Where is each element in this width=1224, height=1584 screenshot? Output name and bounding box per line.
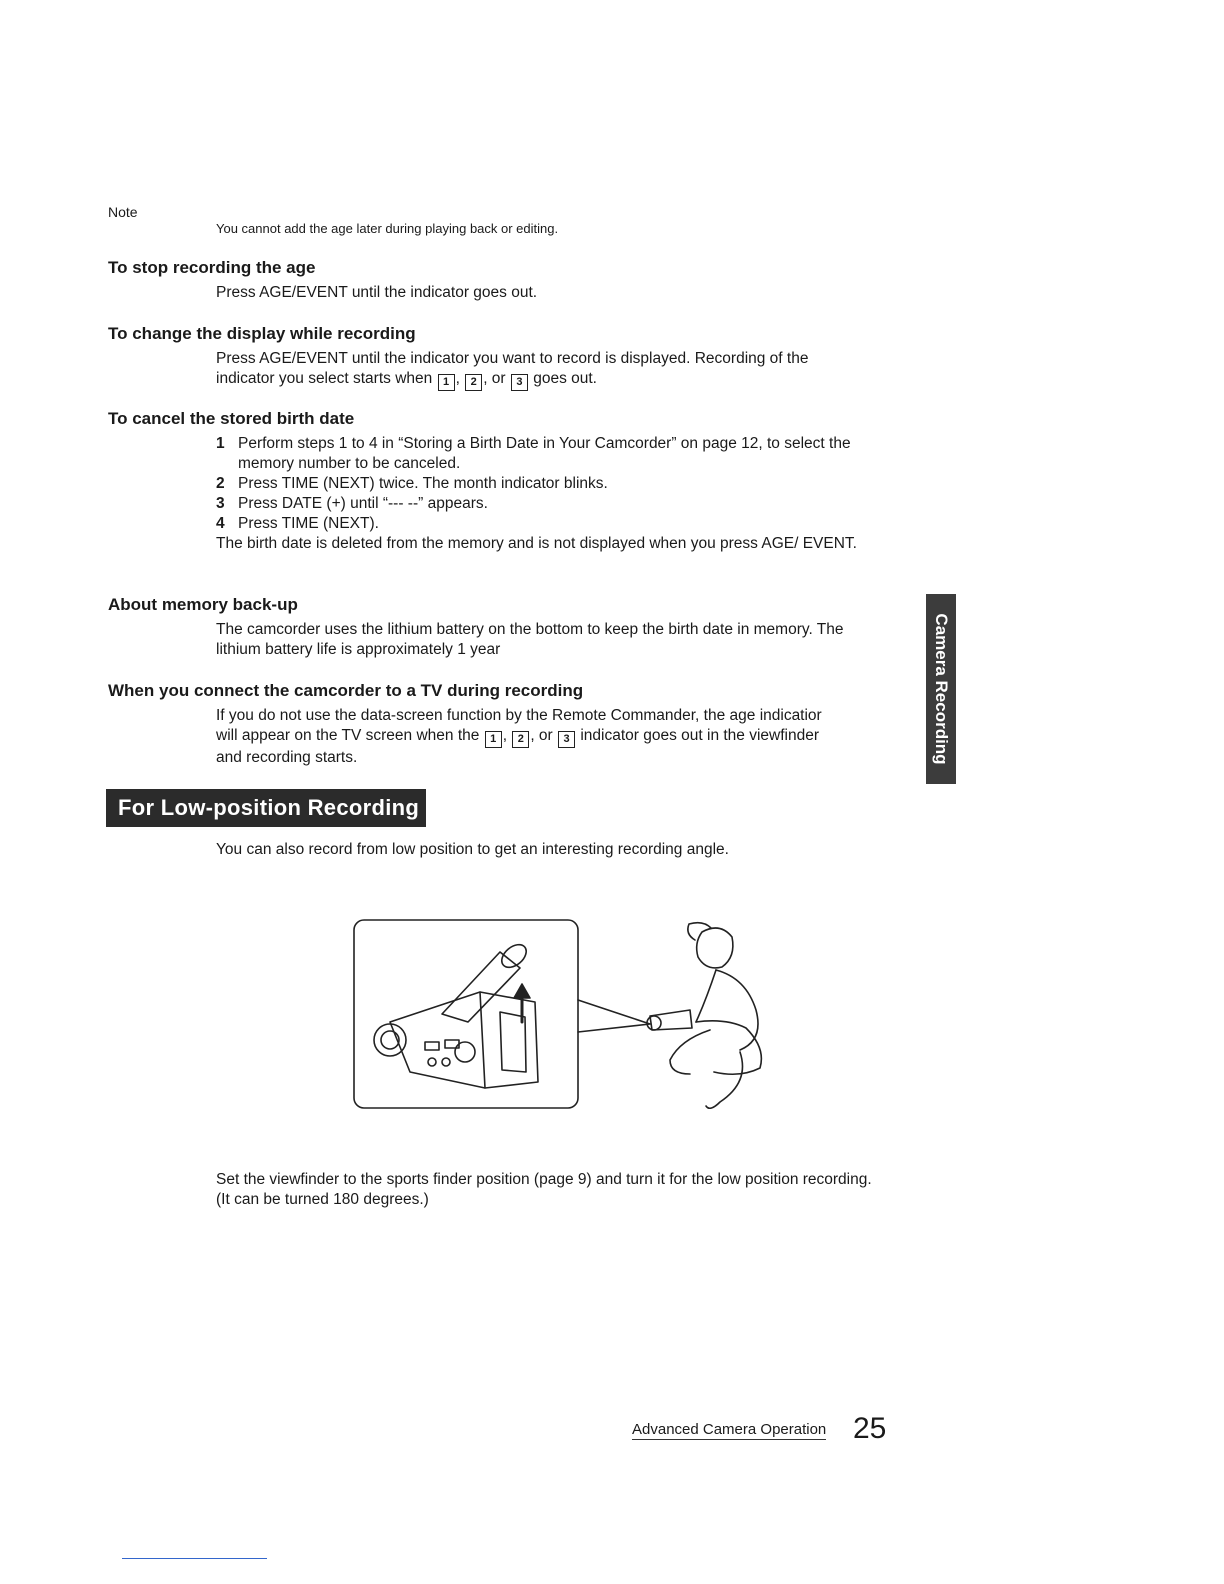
heading-change-display: To change the display while recording — [108, 324, 416, 343]
connect-tv-line2-post: indicator goes out in the viewfinder — [580, 727, 820, 744]
side-tab-label: Camera Recording — [932, 613, 951, 765]
heading-stop-recording: To stop recording the age — [108, 258, 316, 277]
list-item — [216, 474, 896, 494]
note-label: Note — [108, 204, 138, 220]
memory-backup-body: The camcorder uses the lithium battery on the bottom to keep the birth date in memory. The lithium battery life is approximately 1 year — [216, 621, 844, 658]
banner-intro: You can also record from low position to get an interesting recording angle. — [216, 841, 729, 858]
step-text: Press TIME (NEXT). — [238, 515, 379, 532]
connect-tv-line1: If you do not use the data-screen function by the Remote Commander, the age indicatior — [216, 707, 822, 724]
box-number-1: 1 — [485, 731, 502, 748]
held-camcorder-icon — [650, 1010, 692, 1030]
sep: , — [502, 727, 507, 744]
step-text: Press TIME (NEXT) twice. The month indicator blinks. — [238, 475, 608, 492]
box-number-2: 2 — [465, 374, 482, 391]
box-number-2: 2 — [512, 731, 529, 748]
bottom-rule — [122, 1558, 267, 1559]
change-display-line2-pre: indicator you select starts when — [216, 370, 433, 387]
cancel-closing-text: The birth date is deleted from the memory and is not displayed when you press AGE/ EVENT. — [216, 535, 857, 552]
footer-section-label: Advanced Camera Operation — [632, 1421, 827, 1438]
camcorder-icon — [390, 992, 538, 1088]
person-head-icon — [697, 928, 733, 968]
low-position-illustration — [350, 912, 790, 1132]
step-number: 3 — [216, 495, 225, 512]
step-number: 4 — [216, 515, 225, 532]
connect-tv-line3: and recording starts. — [216, 749, 358, 766]
list-item — [216, 434, 896, 474]
cancel-birth-date-body — [216, 434, 896, 554]
heading-memory-backup: About memory back-up — [108, 595, 298, 614]
stop-recording-body: Press AGE/EVENT until the indicator goes out. — [216, 284, 538, 301]
step-number: 1 — [216, 435, 225, 452]
connect-tv-body — [216, 706, 896, 768]
change-display-body — [216, 349, 896, 391]
step-number: 2 — [216, 475, 225, 492]
sep: , or — [483, 370, 506, 387]
page-number: 25 — [853, 1412, 887, 1445]
callout-box — [354, 920, 578, 1108]
illustration-caption: Set the viewfinder to the sports finder position (page 9) and turn it for the low position recording. (It can be turned 180 degrees.) — [216, 1171, 872, 1208]
pointer-wedge — [578, 1000, 650, 1032]
side-tab — [926, 594, 956, 784]
list-item — [216, 494, 896, 514]
change-display-line1: Press AGE/EVENT until the indicator you want to record is displayed. Recording of the — [216, 350, 809, 367]
step-text: Perform steps 1 to 4 in “Storing a Birth Date in Your Camcorder” on page 12, to select the memory number to be canceled. — [238, 435, 851, 472]
box-number-3: 3 — [511, 374, 528, 391]
section-banner: For Low-position Recording — [106, 789, 426, 827]
heading-connect-tv: When you connect the camcorder to a TV during recording — [108, 681, 584, 700]
heading-cancel-birth-date: To cancel the stored birth date — [108, 409, 355, 428]
connect-tv-line2-pre: will appear on the TV screen when the — [216, 727, 480, 744]
box-number-3: 3 — [558, 731, 575, 748]
step-text: Press DATE (+) until “--- --” appears. — [238, 495, 488, 512]
change-display-line2-post: goes out. — [533, 370, 597, 387]
box-number-1: 1 — [438, 374, 455, 391]
change-display-line2 — [216, 369, 896, 391]
sep: , or — [530, 727, 553, 744]
connect-tv-line2 — [216, 726, 896, 748]
list-item — [216, 514, 896, 534]
note-text: You cannot add the age later during playing back or editing. — [216, 221, 559, 236]
sep: , — [455, 370, 460, 387]
